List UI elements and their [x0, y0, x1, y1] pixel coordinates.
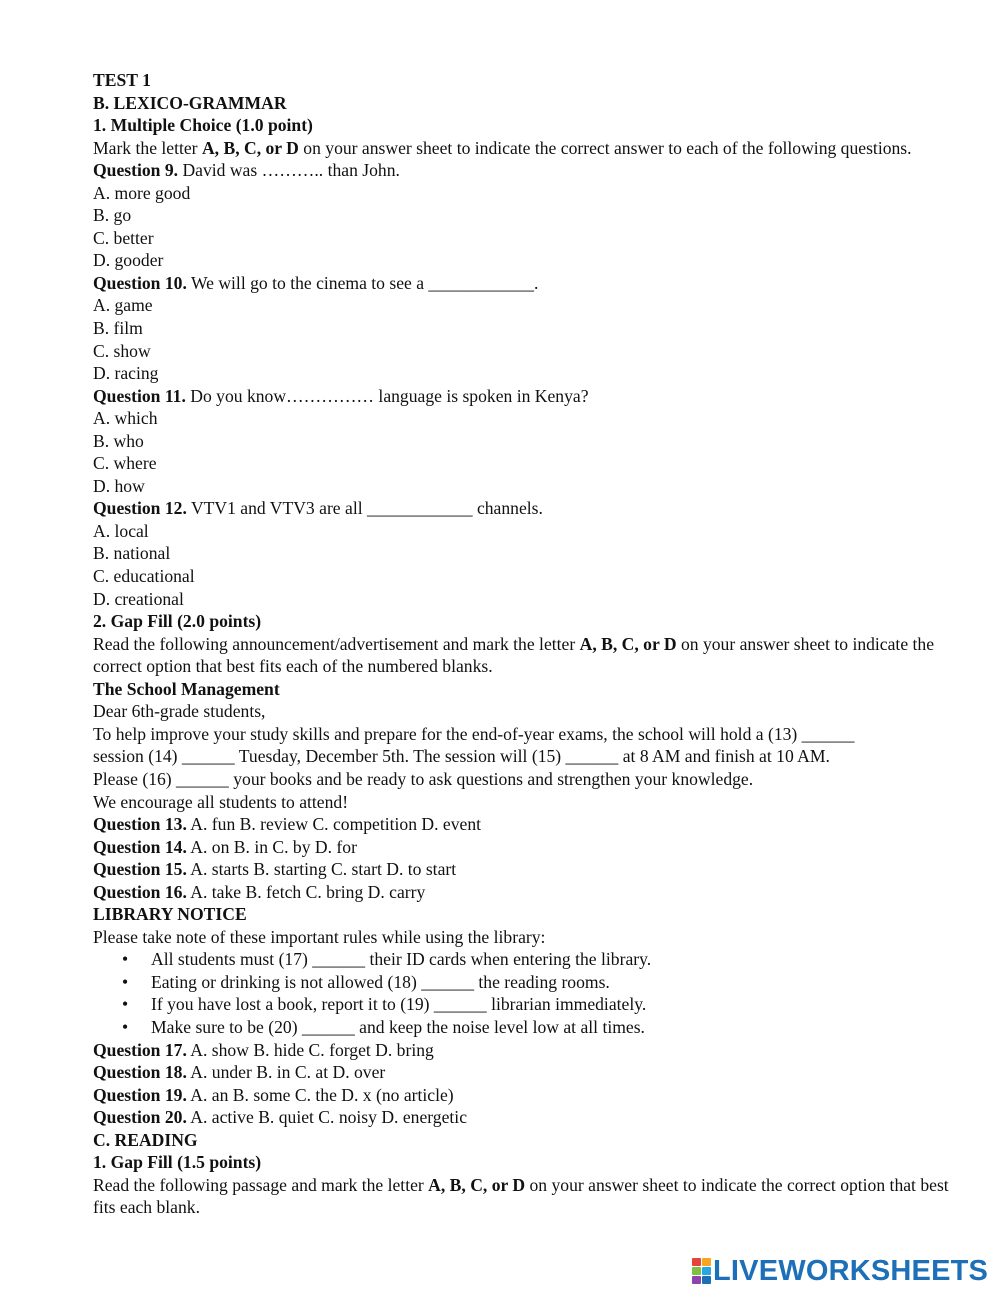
question-12: Question 12. VTV1 and VTV3 are all ____________ channels.: [93, 498, 543, 519]
option-item[interactable]: B. who: [93, 430, 144, 451]
worksheet-page: [93, 69, 953, 1219]
option-item[interactable]: C. where: [93, 453, 157, 474]
notice-title-library: LIBRARY NOTICE: [93, 904, 247, 925]
instructions-multiple-choice: Mark the letter A, B, C, or D on your answer sheet to indicate the correct answer to each of the following questions.: [93, 137, 912, 158]
list-item: • Make sure to be (20) ______ and keep the noise level low at all times.: [93, 1016, 953, 1039]
question-16: Question 16. A. take B. fetch C. bring D. carry: [93, 881, 426, 902]
option-item[interactable]: B. national: [93, 543, 171, 564]
question-20: Question 20. A. active B. quiet C. noisy D. energetic: [93, 1107, 468, 1128]
option-item[interactable]: A. local: [93, 520, 149, 541]
part-heading-multiple-choice: 1. Multiple Choice (1.0 point): [93, 115, 313, 136]
liveworksheets-watermark[interactable]: [692, 1256, 988, 1286]
notice-body-line: To help improve your study skills and prepare for the end-of-year exams, the school will hold a (13) ______: [93, 723, 855, 744]
option-item[interactable]: A. game: [93, 295, 153, 316]
notice-greeting: Dear 6th-grade students,: [93, 701, 266, 722]
logo-tile: [702, 1258, 711, 1266]
list-item: • All students must (17) ______ their ID cards when entering the library.: [93, 948, 953, 971]
library-notice-intro: Please take note of these important rules while using the library:: [93, 926, 546, 947]
option-item[interactable]: B. film: [93, 318, 143, 339]
instructions-reading-gap-fill: Read the following passage and mark the letter A, B, C, or D on your answer sheet to indicate the correct option that best fits each blank.: [93, 1174, 949, 1218]
notice-body-line: We encourage all students to attend!: [93, 791, 349, 812]
option-item[interactable]: D. racing: [93, 363, 159, 384]
part-heading-gap-fill: 2. Gap Fill (2.0 points): [93, 611, 262, 632]
logo-tile: [692, 1258, 701, 1266]
liveworksheets-logo-icon: [692, 1258, 710, 1284]
list-item: • If you have lost a book, report it to (19) ______ librarian immediately.: [93, 993, 953, 1016]
section-heading-lexico-grammar: B. LEXICO-GRAMMAR: [93, 92, 287, 113]
logo-tile: [692, 1267, 701, 1275]
logo-tile: [702, 1267, 711, 1275]
part-heading-reading-gap-fill: 1. Gap Fill (1.5 points): [93, 1152, 262, 1173]
instructions-gap-fill: Read the following announcement/advertisement and mark the letter A, B, C, or D on your answer sheet to indicate the correct option that best fits each of the numbered blanks.: [93, 633, 935, 677]
notice-body-line: session (14) ______ Tuesday, December 5th. The session will (15) ______ at 8 AM and finish at 10 AM.: [93, 746, 830, 767]
question-11: Question 11. Do you know…………… language is spoken in Kenya?: [93, 385, 589, 406]
option-item[interactable]: A. more good: [93, 182, 191, 203]
liveworksheets-wordmark: LIVEWORKSHEETS: [713, 1255, 989, 1287]
logo-tile: [692, 1276, 701, 1284]
question-10: Question 10. We will go to the cinema to see a ____________.: [93, 272, 539, 293]
option-item[interactable]: C. educational: [93, 566, 195, 587]
option-item[interactable]: C. better: [93, 227, 154, 248]
library-rules-list: [93, 948, 953, 1038]
question-13: Question 13. A. fun B. review C. competition D. event: [93, 814, 482, 835]
section-heading-reading: C. READING: [93, 1129, 198, 1150]
option-item[interactable]: C. show: [93, 340, 151, 361]
option-item[interactable]: D. gooder: [93, 250, 164, 271]
option-item[interactable]: B. go: [93, 205, 132, 226]
notice-body-line: Please (16) ______ your books and be ready to ask questions and strengthen your knowledge.: [93, 768, 754, 789]
option-item[interactable]: D. creational: [93, 588, 184, 609]
question-14: Question 14. A. on B. in C. by D. for: [93, 836, 357, 857]
list-item: • Eating or drinking is not allowed (18) ______ the reading rooms.: [93, 971, 953, 994]
option-item[interactable]: A. which: [93, 408, 158, 429]
question-18: Question 18. A. under B. in C. at D. over: [93, 1062, 386, 1083]
option-item[interactable]: D. how: [93, 475, 145, 496]
question-15: Question 15. A. starts B. starting C. start D. to start: [93, 859, 457, 880]
notice-title-school-management: The School Management: [93, 678, 280, 699]
test-title: TEST 1: [93, 70, 151, 90]
logo-tile: [702, 1276, 711, 1284]
question-9: Question 9. David was ……….. than John.: [93, 160, 400, 181]
question-17: Question 17. A. show B. hide C. forget D. bring: [93, 1039, 434, 1060]
question-19: Question 19. A. an B. some C. the D. x (no article): [93, 1084, 454, 1105]
